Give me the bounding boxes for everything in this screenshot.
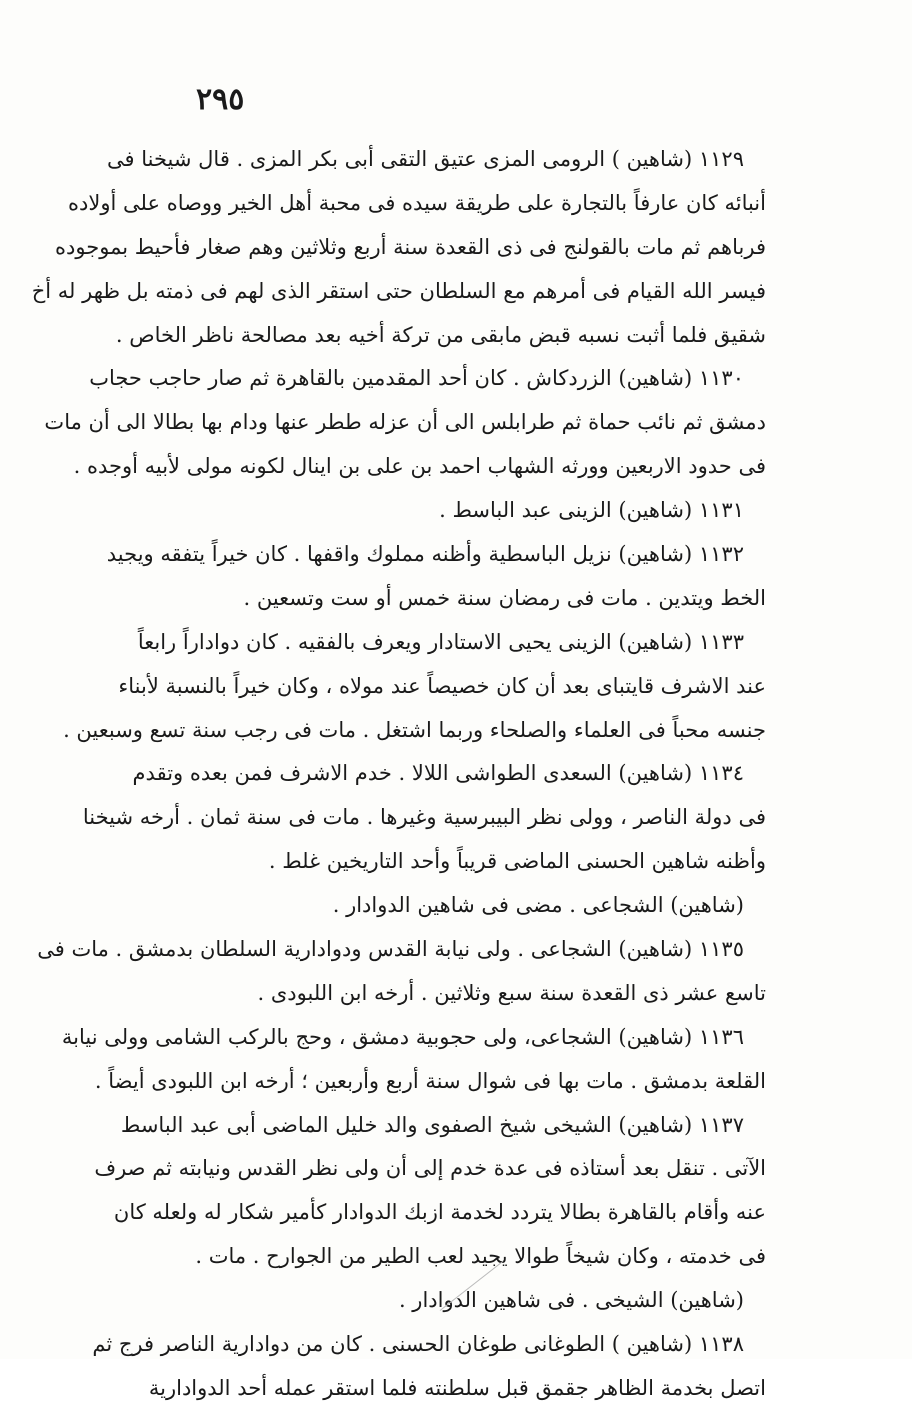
text-line: عند الاشرف قايتباى بعد أن كان خصيصاً عند مولاه ، وكان خيراً بالنسبة لأبناء: [118, 673, 766, 698]
text-line: فى حدود الاربعين وورثه الشهاب احمد بن على بن اينال لكونه مولى لأبيه أوجده .: [73, 454, 766, 479]
text-line: جنسه محباً فى العلماء والصلحاء وربما اشتغل . مات فى رجب سنة تسع وسبعين .: [63, 717, 766, 742]
text-line: ١١٣١ (شاهين) الزينى عبد الباسط .: [439, 498, 744, 523]
text-line: عنه وأقام بالقاهرة بطالا يتردد لخدمة ازبك الدوادار كأمير شكار له ولعله كان: [113, 1200, 766, 1225]
text-line: دمشق ثم نائب حماة ثم طرابلس الى أن عزله ططر عنها ودام بها بطالا الى أن مات: [44, 410, 766, 435]
text-line: القلعة بدمشق . مات بها فى شوال سنة أربع وأربعين ؛ أرخه ابن اللبودى أيضاً .: [94, 1068, 766, 1093]
text-line: (شاهين) الشجاعى . مضى فى شاهين الدوادار .: [332, 893, 744, 918]
text-line: ١١٣٤ (شاهين) السعدى الطواشى اللالا . خدم الاشرف فمن بعده وتقدم: [132, 761, 744, 786]
text-line: ١١٣٧ (شاهين) الشيخى شيخ الصفوى والد خليل الماضى أبى عبد الباسط: [120, 1112, 744, 1137]
text-line: ١١٢٩ (شاهين ) الرومى المزى عتيق التقى أبى بكر المزى . قال شيخنا فى: [107, 147, 744, 171]
text-line: اتصل بخدمة الظاهر جقمق قبل سلطنته فلما استقر عمله أحد الدوادارية: [148, 1375, 766, 1400]
text-line: فرباهم ثم مات بالقولنج فى ذى القعدة سنة أربع وثلاثين وهم صغار فأحيط بموجوده: [55, 234, 766, 259]
text-line: فى خدمته ، وكان شيخاً طوالا يجيد لعب الطير من الجوارح . مات .: [195, 1244, 766, 1269]
text-line: ١١٣٣ (شاهين) الزينى يحيى الاستادار ويعرف بالفقيه . كان دواداراً رابعاً: [137, 629, 744, 654]
text-line: ١١٣٨ (شاهين ) الطوغانى طوغان الحسنى . كان من دوادارية الناصر فرج ثم: [92, 1332, 744, 1357]
text-line: شقيق فلما أثبت نسبه قبض مابقى من تركة أخيه بعد مصالحة ناظر الخاص .: [115, 322, 766, 347]
page-text: [31, 138, 766, 1411]
text-line: ١١٣٦ (شاهين) الشجاعى، ولى حجوبية دمشق ، وحج بالركب الشامى وولى نيابة: [61, 1024, 744, 1049]
page-number: ٢٩٥: [196, 82, 245, 117]
text-line: وأظنه شاهين الحسنى الماضى قريباً وأحد التاريخين غلط .: [268, 849, 766, 874]
text-line: الخط ويتدين . مات فى رمضان سنة خمس أو ست وتسعين .: [243, 585, 766, 610]
text-line: تاسع عشر ذى القعدة سنة سبع وثلاثين . أرخه ابن اللبودى .: [257, 980, 766, 1005]
text-line: فى دولة الناصر ، وولى نظر البيبرسية وغيرها . مات فى سنة ثمان . أرخه شيخنا: [82, 805, 766, 830]
text-line: ١١٣٥ (شاهين) الشجاعى . ولى نيابة القدس ودوادارية السلطان بدمشق . مات فى: [37, 937, 744, 962]
text-line: ١١٣٢ (شاهين) نزيل الباسطية وأظنه مملوك واقفها . كان خيراً يتفقه ويجيد: [106, 542, 744, 567]
text-line: فيسر الله القيام فى أمرهم مع السلطان حتى استقر الذى لهم فى ذمته بل ظهر له أخ: [31, 278, 766, 303]
text-line: ١١٣٠ (شاهين) الزردكاش . كان أحد المقدمين بالقاهرة ثم صار حاجب حجاب: [89, 366, 744, 391]
text-line: الآتى . تنقل بعد أستاذه فى عدة خدم إلى أن ولى نظر القدس ونيابته ثم صرف: [94, 1156, 766, 1181]
text-line: أنبائه كان عارفاً بالتجارة على طريقة سيده فى محبة أهل الخير ووصاه على أولاده: [68, 190, 766, 215]
text-line: (شاهين) الشيخى . فى شاهين الدوادار .: [398, 1288, 744, 1313]
